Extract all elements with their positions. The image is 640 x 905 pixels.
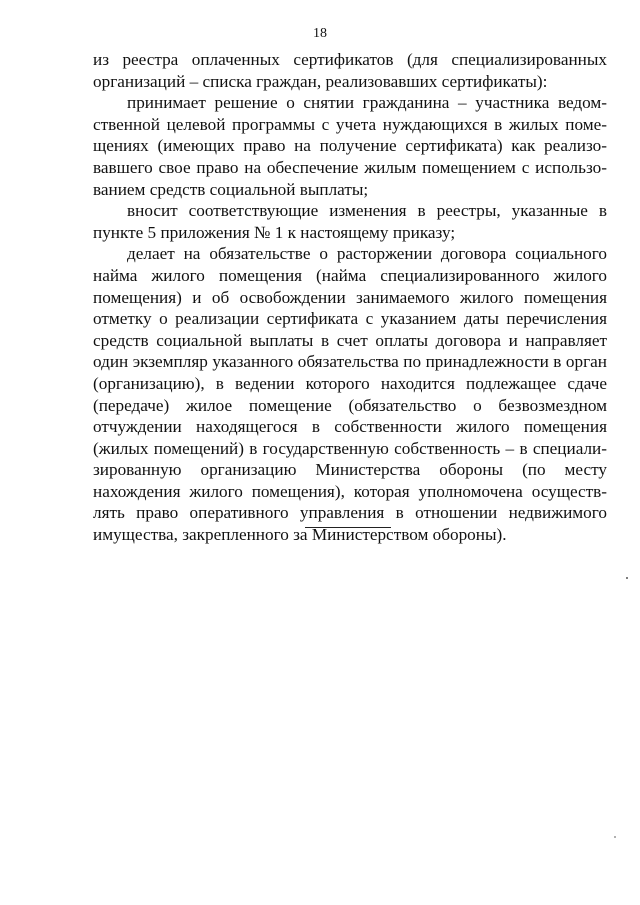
paragraph-continuation: из реестра оплаченных сертификатов (для специализированных организаций – списка граждан, реализовавших сертификаты): [93,50,607,91]
paragraph-removal-decision: принимает решение о снятии гражданина – участника ведомственной целевой программы с учета нуждающихся в жилых помещениях (имеющих право на получение сертификата) как реализовавшего свое право на обеспечение жилым помещением с использованием средств социальной выплаты; [93,93,607,199]
scan-speck [614,836,616,838]
body-text [93,49,607,546]
page-number: 18 [313,26,327,41]
scan-speck [626,577,628,579]
paragraph-registry-changes: вносит соответствующие изменения в реестры, указанные в пункте 5 приложения № 1 к настоящему приказу; [93,201,607,242]
paragraph-obligation-mark: делает на обязательстве о расторжении договора социального найма жилого помещения (найма специализированного жилого помещения) и об освобождении занимаемого жилого помещения отметку о реализации сертификата с указанием даты перечисления средств социальной выплаты в счет оплаты договора и направляет один экземпляр указанного обязательства по принадлежности в орган (организацию), в ведении которого находится подлежащее сдаче (передаче) жилое помещение (обязательство о безвозмездном отчуждении находящегося в собственности жилого помещения (жилых помещений) в государственную собственность – в специализированную организацию Министерства обороны (по месту нахождения жилого помещения), которая уполномочена осуществлять право оперативного управления в отношении недвижимого имущества, закрепленного за Министерством обороны). [93,244,607,545]
end-of-text-rule [305,527,391,528]
